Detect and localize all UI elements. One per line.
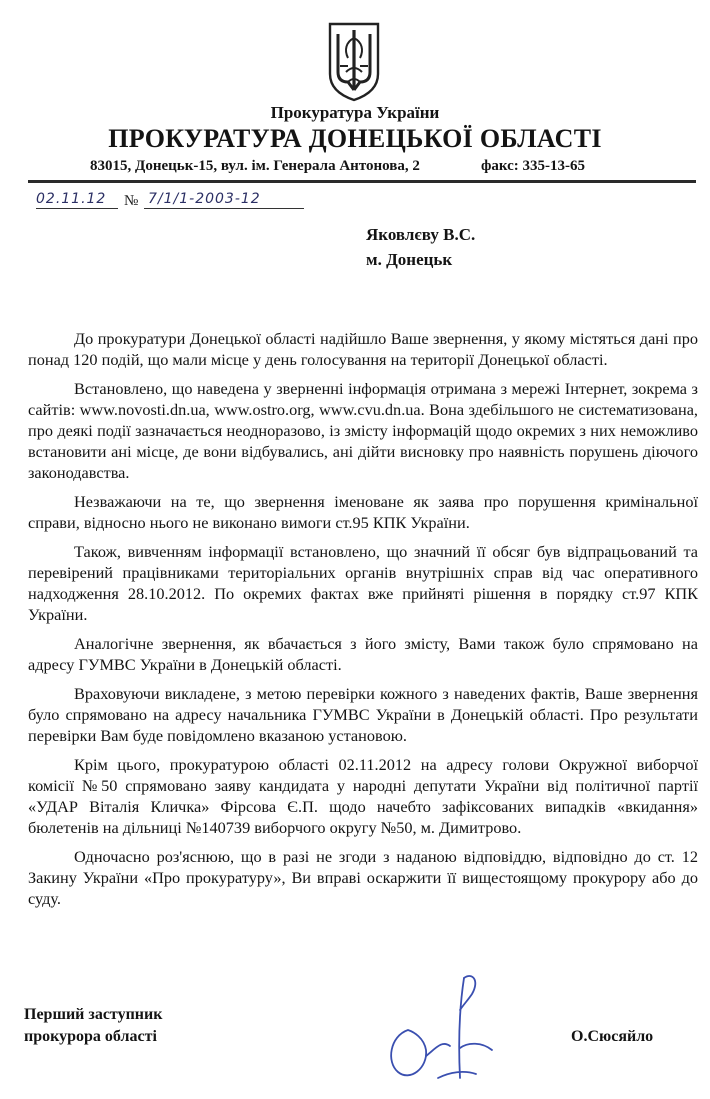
org-name: ПРОКУРАТУРА ДОНЕЦЬКОЇ ОБЛАСТІ — [108, 124, 602, 153]
body-paragraph: Крім цього, прокуратурою області 02.11.2012 на адресу голови Окружної виборчої комісії №50 спрямовано заяву кандидата у народні депутати України від політичної партії «УДАР Віталія Кличка» Фірсова Є.П. щодо начебто зафіксованих випадків «вкидання» бюлетенів на дільниці №140739 виборчого округу №50, м. Димитрово. — [28, 755, 698, 837]
reference-number: 7/1/1-2003-12 — [148, 191, 261, 207]
body-paragraph: Аналогічне звернення, як вбачається з його змісту, Вами також було спрямовано на адресу ГУМВС України в Донецькій області. — [28, 634, 698, 674]
body-paragraph: Також, вивченням інформації встановлено, що значний її обсяг був відпрацьований та перевірений працівниками територіальних органів внутрішніх справ від час оперативного надходження 28.10.2012. По окремих фактах вже прийняті рішення в порядку ст.97 КПК України. — [28, 542, 698, 624]
org-parent: Прокуратура України — [270, 103, 440, 122]
org-fax: факс: 335-13-65 — [481, 158, 586, 174]
signer-title — [24, 1004, 162, 1048]
trident-emblem-icon — [326, 20, 382, 102]
reference-number-underline — [144, 208, 304, 209]
reference-number-sign: № — [124, 193, 139, 209]
signer-title-line1: Перший заступник — [24, 1006, 163, 1023]
header-divider — [28, 180, 696, 183]
reference-line — [36, 191, 306, 215]
body-paragraph: До прокуратури Донецької області надійшло Ваше звернення, у якому містяться дані про понад 120 подій, що мали місце у день голосування на території Донецької області. — [28, 329, 698, 369]
recipient-name: Яковлєву В.С. — [366, 225, 476, 244]
reference-date-underline — [36, 208, 118, 209]
body-paragraph: Одночасно роз'яснюю, що в разі не згоди з наданою відповіддю, відповідно до ст. 12 Закину України «Про прокуратуру», Ви вправі оскаржити її вищестоящому прокурору або до суду. — [28, 847, 698, 908]
org-address: 83015, Донецьк-15, вул. ім. Генерала Антонова, 2 — [90, 158, 420, 174]
body-paragraph: Встановлено, що наведена у зверненні інформація отримана з мережі Інтернет, зокрема з сайтів: www.novosti.dn.ua, www.ostro.org, www.cvu.dn.ua. Вона здебільшого не систематизована, про деякі події зазначається неодноразово, із змісту інформацій щодо окремих з них неможливо встановити ані місце, де вони відбувались, ані дійти висновку про наявність порушень діючого законодавства. — [28, 379, 698, 482]
reference-date: 02.11.12 — [36, 191, 107, 207]
letter-body — [28, 328, 698, 917]
recipient-block — [366, 222, 475, 272]
recipient-city: м. Донецьк — [366, 250, 453, 269]
signer-name: О.Сюсяйло — [571, 1028, 654, 1045]
signer-title-line2: прокурора області — [24, 1028, 157, 1045]
body-paragraph: Враховуючи викладене, з метою перевірки кожного з наведених фактів, Ваше звернення було спрямовано на адресу начальника ГУМВС України в Донецькій області. Про результати перевірки Вам буде повідомлено вказаною установою. — [28, 684, 698, 745]
handwritten-signature-icon — [368, 960, 528, 1090]
body-paragraph: Незважаючи на те, що звернення іменоване як заява про порушення кримінальної справи, відносно нього не виконано вимоги ст.95 КПК України. — [28, 492, 698, 532]
